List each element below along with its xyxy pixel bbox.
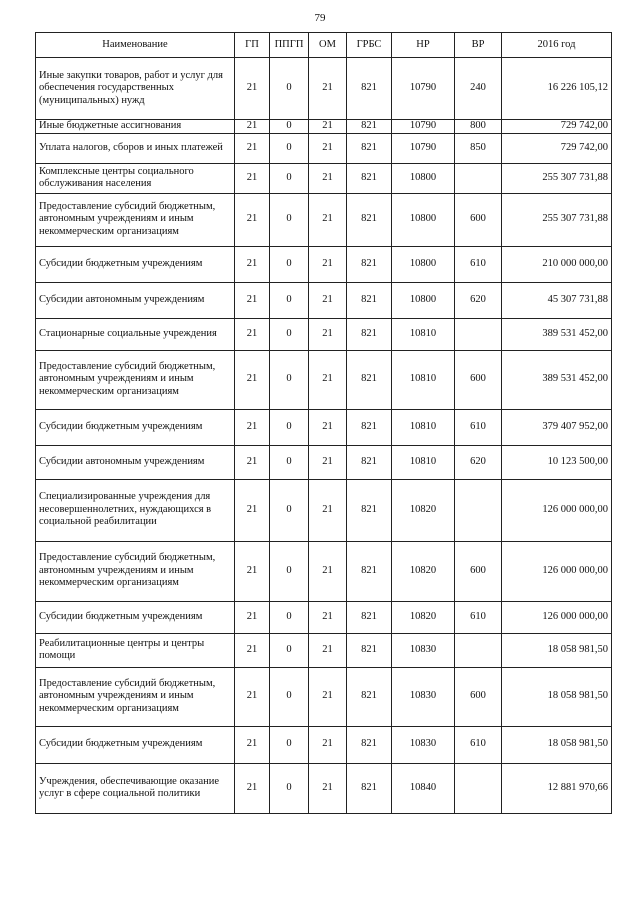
- cell-nr: 10790: [392, 120, 455, 134]
- cell-ppgp: 0: [270, 479, 309, 541]
- table-row: [36, 350, 612, 409]
- cell-grbs: 821: [347, 282, 392, 318]
- cell-grbs: 821: [347, 479, 392, 541]
- cell-name: Субсидии автономным учреждениям: [36, 282, 235, 318]
- cell-om: 21: [309, 193, 347, 246]
- cell-name: Субсидии бюджетным учреждениям: [36, 246, 235, 282]
- cell-grbs: 821: [347, 246, 392, 282]
- cell-gp: 21: [235, 350, 270, 409]
- cell-ppgp: 0: [270, 541, 309, 601]
- cell-gp: 21: [235, 318, 270, 350]
- cell-om: 21: [309, 763, 347, 813]
- cell-grbs: 821: [347, 133, 392, 163]
- cell-ppgp: 0: [270, 120, 309, 134]
- table-row: [36, 318, 612, 350]
- cell-nr: 10810: [392, 445, 455, 479]
- cell-nr: 10830: [392, 667, 455, 726]
- cell-nr: 10800: [392, 246, 455, 282]
- cell-ppgp: 0: [270, 350, 309, 409]
- cell-amount: 12 881 970,66: [502, 763, 612, 813]
- cell-ppgp: 0: [270, 282, 309, 318]
- cell-gp: 21: [235, 282, 270, 318]
- cell-grbs: 821: [347, 120, 392, 134]
- cell-nr: 10790: [392, 133, 455, 163]
- cell-om: 21: [309, 350, 347, 409]
- cell-vr: 620: [455, 445, 502, 479]
- table-row: [36, 163, 612, 193]
- header-nr: НР: [392, 33, 455, 58]
- cell-amount: 126 000 000,00: [502, 479, 612, 541]
- cell-gp: 21: [235, 58, 270, 120]
- cell-om: 21: [309, 120, 347, 134]
- table-header-row: [36, 33, 612, 58]
- table-row: [36, 601, 612, 633]
- table-row: [36, 409, 612, 445]
- table-row: [36, 282, 612, 318]
- cell-om: 21: [309, 133, 347, 163]
- header-name: Наименование: [36, 33, 235, 58]
- header-om: ОМ: [309, 33, 347, 58]
- cell-grbs: 821: [347, 163, 392, 193]
- cell-grbs: 821: [347, 318, 392, 350]
- cell-grbs: 821: [347, 409, 392, 445]
- cell-gp: 21: [235, 726, 270, 763]
- header-amount: 2016 год: [502, 33, 612, 58]
- cell-om: 21: [309, 409, 347, 445]
- cell-nr: 10810: [392, 318, 455, 350]
- cell-amount: 729 742,00: [502, 120, 612, 134]
- cell-name: Предоставление субсидий бюджетным, автономным учреждениям и иным некоммерческим организациям: [36, 667, 235, 726]
- cell-nr: 10810: [392, 350, 455, 409]
- cell-gp: 21: [235, 133, 270, 163]
- cell-amount: 389 531 452,00: [502, 318, 612, 350]
- cell-om: 21: [309, 601, 347, 633]
- table-row: [36, 193, 612, 246]
- cell-grbs: 821: [347, 667, 392, 726]
- cell-gp: 21: [235, 541, 270, 601]
- cell-amount: 10 123 500,00: [502, 445, 612, 479]
- cell-ppgp: 0: [270, 246, 309, 282]
- table-row: [36, 633, 612, 667]
- cell-gp: 21: [235, 763, 270, 813]
- table-row: [36, 763, 612, 813]
- table-row: [36, 120, 612, 134]
- cell-amount: 379 407 952,00: [502, 409, 612, 445]
- cell-ppgp: 0: [270, 193, 309, 246]
- cell-nr: 10840: [392, 763, 455, 813]
- cell-vr: 600: [455, 667, 502, 726]
- cell-name: Уплата налогов, сборов и иных платежей: [36, 133, 235, 163]
- cell-grbs: 821: [347, 350, 392, 409]
- table-row: [36, 726, 612, 763]
- cell-vr: [455, 163, 502, 193]
- cell-om: 21: [309, 479, 347, 541]
- cell-amount: 389 531 452,00: [502, 350, 612, 409]
- table-row: [36, 445, 612, 479]
- header-gp: ГП: [235, 33, 270, 58]
- cell-ppgp: 0: [270, 601, 309, 633]
- cell-gp: 21: [235, 445, 270, 479]
- cell-nr: 10830: [392, 633, 455, 667]
- cell-ppgp: 0: [270, 409, 309, 445]
- cell-name: Предоставление субсидий бюджетным, автономным учреждениям и иным некоммерческим организациям: [36, 350, 235, 409]
- cell-vr: 620: [455, 282, 502, 318]
- cell-amount: 126 000 000,00: [502, 541, 612, 601]
- cell-amount: 210 000 000,00: [502, 246, 612, 282]
- cell-amount: 255 307 731,88: [502, 193, 612, 246]
- cell-grbs: 821: [347, 763, 392, 813]
- cell-gp: 21: [235, 409, 270, 445]
- cell-vr: 800: [455, 120, 502, 134]
- cell-vr: 610: [455, 409, 502, 445]
- cell-om: 21: [309, 282, 347, 318]
- cell-grbs: 821: [347, 445, 392, 479]
- cell-name: Субсидии бюджетным учреждениям: [36, 726, 235, 763]
- cell-om: 21: [309, 246, 347, 282]
- cell-grbs: 821: [347, 601, 392, 633]
- cell-gp: 21: [235, 633, 270, 667]
- cell-name: Субсидии бюджетным учреждениям: [36, 601, 235, 633]
- cell-grbs: 821: [347, 633, 392, 667]
- cell-name: Иные закупки товаров, работ и услуг для обеспечения государственных (муниципальных) нужд: [36, 58, 235, 120]
- cell-vr: [455, 479, 502, 541]
- cell-name: Учреждения, обеспечивающие оказание услуг в сфере социальной политики: [36, 763, 235, 813]
- cell-vr: 610: [455, 726, 502, 763]
- cell-vr: 600: [455, 193, 502, 246]
- cell-gp: 21: [235, 246, 270, 282]
- cell-om: 21: [309, 541, 347, 601]
- cell-ppgp: 0: [270, 163, 309, 193]
- cell-om: 21: [309, 318, 347, 350]
- table-row: [36, 667, 612, 726]
- table-row: [36, 133, 612, 163]
- cell-ppgp: 0: [270, 133, 309, 163]
- cell-grbs: 821: [347, 541, 392, 601]
- cell-gp: 21: [235, 163, 270, 193]
- cell-nr: 10810: [392, 409, 455, 445]
- cell-nr: 10820: [392, 479, 455, 541]
- cell-ppgp: 0: [270, 318, 309, 350]
- page-number: 79: [314, 12, 326, 24]
- cell-vr: [455, 763, 502, 813]
- cell-nr: 10800: [392, 163, 455, 193]
- header-vr: ВР: [455, 33, 502, 58]
- budget-table: [35, 32, 612, 814]
- cell-name: Иные бюджетные ассигнования: [36, 120, 235, 134]
- cell-ppgp: 0: [270, 633, 309, 667]
- cell-vr: 600: [455, 350, 502, 409]
- cell-amount: 16 226 105,12: [502, 58, 612, 120]
- cell-ppgp: 0: [270, 726, 309, 763]
- cell-grbs: 821: [347, 193, 392, 246]
- table-row: [36, 541, 612, 601]
- cell-name: Реабилитационные центры и центры помощи: [36, 633, 235, 667]
- cell-name: Субсидии бюджетным учреждениям: [36, 409, 235, 445]
- cell-nr: 10800: [392, 193, 455, 246]
- cell-name: Предоставление субсидий бюджетным, автономным учреждениям и иным некоммерческим организациям: [36, 541, 235, 601]
- cell-grbs: 821: [347, 58, 392, 120]
- cell-ppgp: 0: [270, 58, 309, 120]
- cell-gp: 21: [235, 601, 270, 633]
- cell-om: 21: [309, 445, 347, 479]
- cell-amount: 18 058 981,50: [502, 726, 612, 763]
- cell-amount: 126 000 000,00: [502, 601, 612, 633]
- cell-amount: 729 742,00: [502, 133, 612, 163]
- cell-ppgp: 0: [270, 763, 309, 813]
- cell-vr: 610: [455, 601, 502, 633]
- table-row: [36, 246, 612, 282]
- cell-nr: 10800: [392, 282, 455, 318]
- cell-gp: 21: [235, 193, 270, 246]
- cell-om: 21: [309, 163, 347, 193]
- cell-gp: 21: [235, 120, 270, 134]
- cell-vr: 610: [455, 246, 502, 282]
- cell-amount: 18 058 981,50: [502, 667, 612, 726]
- cell-vr: 600: [455, 541, 502, 601]
- cell-vr: 850: [455, 133, 502, 163]
- cell-vr: [455, 633, 502, 667]
- cell-name: Субсидии автономным учреждениям: [36, 445, 235, 479]
- cell-vr: [455, 318, 502, 350]
- table-row: [36, 479, 612, 541]
- cell-om: 21: [309, 633, 347, 667]
- cell-name: Специализированные учреждения для несовершеннолетних, нуждающихся в социальной реабилитации: [36, 479, 235, 541]
- header-ppgp: ППГП: [270, 33, 309, 58]
- cell-nr: 10820: [392, 541, 455, 601]
- cell-om: 21: [309, 726, 347, 763]
- table-row: [36, 58, 612, 120]
- cell-nr: 10790: [392, 58, 455, 120]
- cell-om: 21: [309, 58, 347, 120]
- cell-name: Комплексные центры социального обслуживания населения: [36, 163, 235, 193]
- cell-gp: 21: [235, 667, 270, 726]
- cell-name: Предоставление субсидий бюджетным, автономным учреждениям и иным некоммерческим организациям: [36, 193, 235, 246]
- cell-grbs: 821: [347, 726, 392, 763]
- cell-amount: 255 307 731,88: [502, 163, 612, 193]
- cell-ppgp: 0: [270, 667, 309, 726]
- cell-gp: 21: [235, 479, 270, 541]
- cell-vr: 240: [455, 58, 502, 120]
- cell-name: Стационарные социальные учреждения: [36, 318, 235, 350]
- cell-nr: 10830: [392, 726, 455, 763]
- cell-om: 21: [309, 667, 347, 726]
- cell-amount: 45 307 731,88: [502, 282, 612, 318]
- cell-ppgp: 0: [270, 445, 309, 479]
- cell-amount: 18 058 981,50: [502, 633, 612, 667]
- cell-nr: 10820: [392, 601, 455, 633]
- header-grbs: ГРБС: [347, 33, 392, 58]
